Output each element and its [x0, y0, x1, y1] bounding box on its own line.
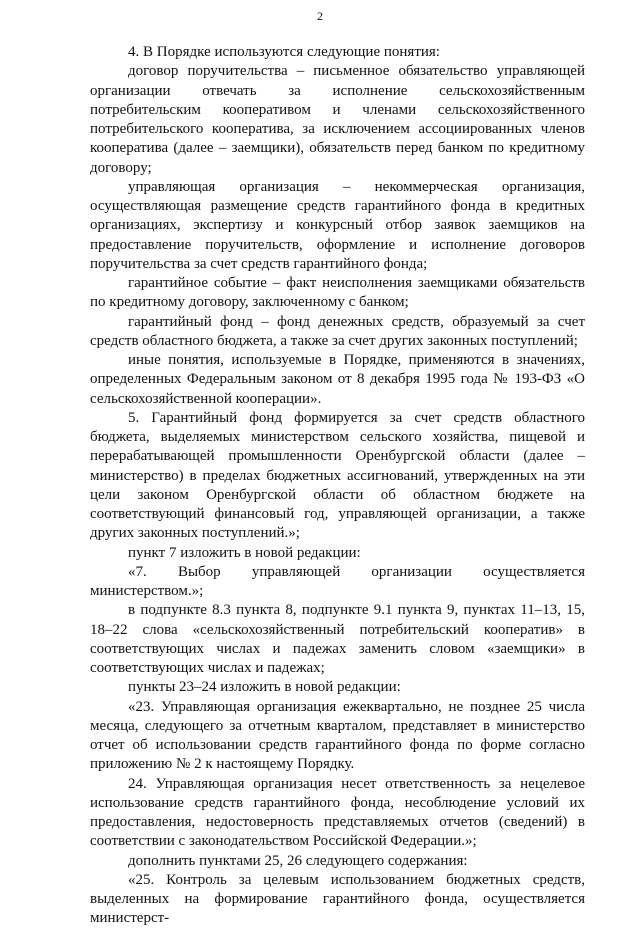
paragraph-definition-other-terms: иные понятия, используемые в Порядке, применяются в значениях, определенных Федеральным законом от 8 декабря 1995 года № 193-ФЗ «О сельскохозяйственной кооперации».	[90, 352, 585, 407]
paragraph-point-7-text: «7. Выбор управляющей организации осуществляется министерством.»;	[90, 563, 585, 599]
paragraph-amend-point-7: пункт 7 изложить в новой редакции:	[128, 544, 361, 561]
paragraph-definition-managing-organization: управляющая организация – некоммерческая организация, осуществляющая размещение средств гарантийного фонда в кредитных организациях, экспертизу и конкурсный отбор заявок заемщиков на предоставление поручительств, оформление и исполнение договоров поручительства за счет средств гарантийного фонда;	[90, 178, 585, 272]
paragraph-5: 5. Гарантийный фонд формируется за счет средств областного бюджета, выделяемых министерством сельского хозяйства, пищевой и перерабатывающей промышленности Оренбургской области (далее – министерство) в пределах бюджетных ассигнований, утвержденных на эти цели законом Оренбургской области об областном бюджете на соответствующий финансовый год, управляющей организации, а также других законных поступлений.»;	[90, 409, 585, 542]
document-body	[90, 43, 585, 929]
page-number: 2	[317, 9, 323, 23]
paragraph-4-heading: 4. В Порядке используются следующие понятия:	[128, 44, 440, 60]
paragraph-definition-guarantee-event: гарантийное событие – факт неисполнения заемщиками обязательств по кредитному договору, заключенному с банком;	[90, 275, 585, 311]
paragraph-replace-words: в подпункте 8.3 пункта 8, подпункте 9.1 пункта 9, пунктах 11–13, 15, 18–22 слова «сельскохозяйственный потребительский кооператив» в соответствующих числах и падежах заменить словом «заемщики» в соответствующих числах и падежах;	[90, 602, 585, 676]
paragraph-point-23: «23. Управляющая организация ежеквартально, не позднее 25 числа месяца, следующего за отчетным кварталом, представляет в министерство отчет об использовании средств гарантийного фонда по форме согласно приложению № 2 к настоящему Порядку.	[90, 698, 585, 773]
paragraph-definition-guarantee-contract: договор поручительства – письменное обязательство управляющей организации отвечать за исполнение сельскохозяйственным потребительским кооперативом и членами сельскохозяйственного потребительского кооператива, за исключением ассоциированных членов кооператива (далее – заемщики), обязательств перед банком по кредитному договору;	[90, 63, 585, 176]
paragraph-point-25: «25. Контроль за целевым использованием бюджетных средств, выделенных на формирование гарантийного фонда, осуществляется министерст-	[90, 871, 585, 927]
paragraph-amend-points-23-24: пункты 23–24 изложить в новой редакции:	[128, 679, 401, 696]
paragraph-definition-guarantee-fund: гарантийный фонд – фонд денежных средств, образуемый за счет средств областного бюджета, а также за счет других законных поступлений;	[90, 313, 585, 349]
paragraph-add-points-25-26: дополнить пунктами 25, 26 следующего содержания:	[128, 852, 468, 869]
paragraph-point-24: 24. Управляющая организация несет ответственность за нецелевое использование средств гарантийного фонда, несоблюдение условий их предоставления, недостоверность представляемых отчетов (сведений) в соответствии с законодательством Российской Федерации.»;	[90, 775, 585, 850]
